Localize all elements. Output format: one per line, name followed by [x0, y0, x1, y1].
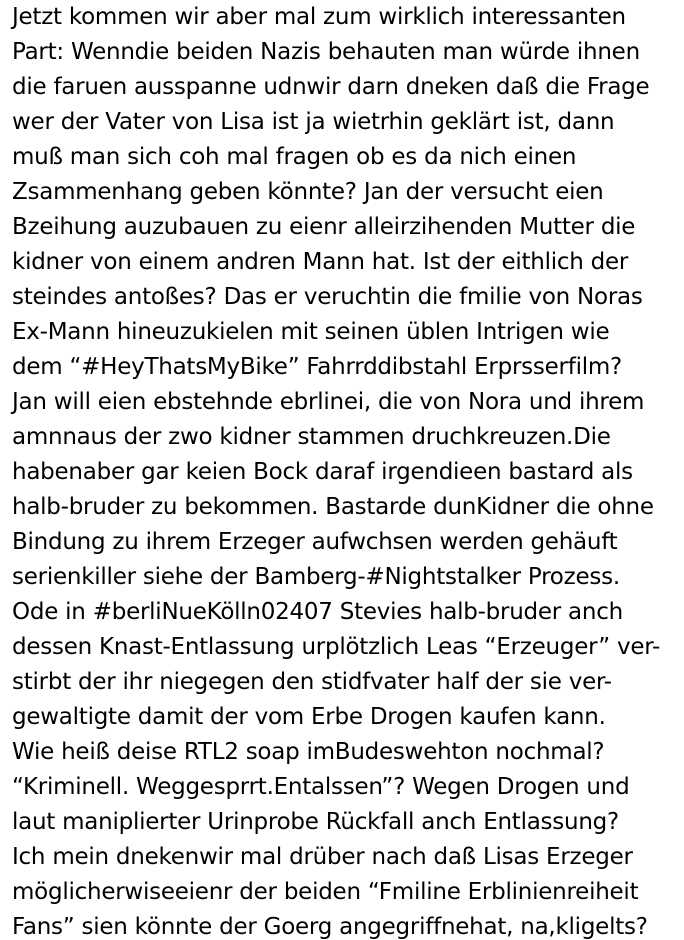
text-line: steindes antoßes? Das er veruchtin die fmilie von Noras — [12, 284, 643, 310]
text-line: muß man sich coh mal fragen ob es da nich einen — [12, 144, 577, 170]
text-line: halb-bruder zu bekommen. Bastarde dunKidner die ohne — [12, 494, 654, 520]
text-line: “Kriminell. Weggesprrt.Entalssen”? Wegen Drogen und — [12, 774, 630, 800]
text-line: die faruen ausspanne udnwir darn dneken daß die Frage — [12, 74, 650, 100]
text-line: Fans” sien könnte der Goerg angegriffnehat, na,kligelts? — [12, 914, 648, 940]
text-line: Wie heiß deise RTL2 soap imBudeswehton nochmal? — [12, 739, 605, 765]
text-line: wer der Vater von Lisa ist ja wietrhin geklärt ist, dann — [12, 109, 615, 135]
text-line: gewaltigte damit der vom Erbe Drogen kaufen kann. — [12, 704, 606, 730]
text-line: habenaber gar keien Bock daraf irgendieen bastard als — [12, 459, 633, 485]
text-line: Jetzt kommen wir aber mal zum wirklich interessanten — [12, 4, 626, 30]
text-line: Bzeihung auzubauen zu eienr alleirzihenden Mutter die — [12, 214, 636, 240]
text-line: laut maniplierter Urinprobe Rückfall anch Entlassung? — [12, 809, 619, 835]
text-line: Bindung zu ihrem Erzeger aufwchsen werden gehäuft — [12, 529, 618, 555]
text-line: Ich mein dnekenwir mal drüber nach daß Lisas Erzeger — [12, 844, 633, 870]
text-line: Jan will eien ebstehnde ebrlinei, die von Nora und ihrem — [12, 389, 645, 415]
text-line: Ode in #berliNueKölln02407 Stevies halb-bruder anch — [12, 599, 623, 625]
body-text — [12, 0, 682, 940]
text-line: Ex-Mann hineuzukielen mit seinen üblen Intrigen wie — [12, 319, 610, 345]
text-line: dem “#HeyThatsMyBike” Fahrrddibstahl Erprsserfilm? — [12, 354, 622, 380]
text-line: möglicherwiseeienr der beiden “Fmiline Erblinienreiheit — [12, 879, 639, 905]
text-line: amnnaus der zwo kidner stammen druchkreuzen.Die — [12, 424, 611, 450]
text-line: serienkiller siehe der Bamberg-#Nightstalker Prozess. — [12, 564, 620, 590]
text-line: stirbt der ihr niegegen den stidfvater half der sie ver- — [12, 669, 612, 695]
text-line: dessen Knast-Entlassung urplötzlich Leas “Erzeuger” ver- — [12, 634, 661, 660]
text-line: Zsammenhang geben könnte? Jan der versucht eien — [12, 179, 604, 205]
text-line: kidner von einem andren Mann hat. Ist der eithlich der — [12, 249, 629, 275]
text-line: Part: Wenndie beiden Nazis behauten man würde ihnen — [12, 39, 640, 65]
